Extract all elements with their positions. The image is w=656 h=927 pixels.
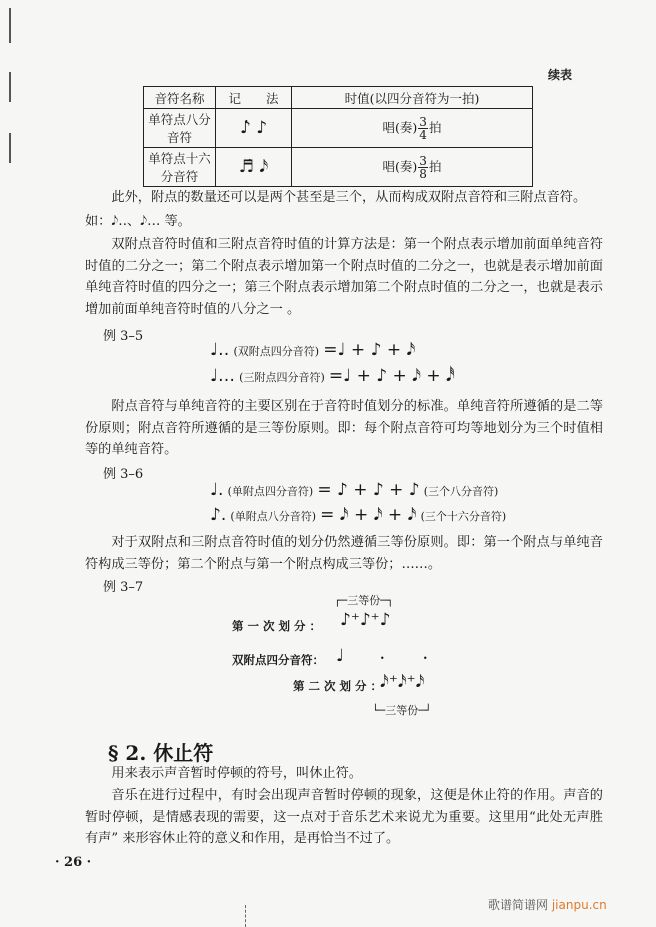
column-header: 音符名称 xyxy=(144,87,216,109)
bottom-bracket-three-parts: └─三等份─┘ xyxy=(372,704,432,717)
example-3-5-line-1 xyxy=(210,340,415,360)
fraction xyxy=(418,155,428,180)
example-3-6-line-1 xyxy=(210,480,498,500)
top-bracket-three-parts: ┌─三等份─┐ xyxy=(334,594,394,607)
fraction-numerator: 3 xyxy=(419,114,427,129)
value-prefix: 唱(奏) xyxy=(382,119,418,135)
scan-fold-mark xyxy=(245,905,247,927)
double-dotted-quarter-note-icon: ♩‥ xyxy=(210,340,230,360)
example-3-7-label: 例 3–7 xyxy=(103,580,144,595)
note-sum-expression: =♩ + ♪ + 𝅘𝅥𝅯 + 𝅘𝅥𝅰 xyxy=(328,366,455,386)
note-sum-expression: = ♪ + ♪ + ♪ xyxy=(317,480,420,500)
column-header: 记 法 xyxy=(216,87,292,109)
note-description: (双附点四分音符) xyxy=(233,345,320,358)
paragraph-multiple-dots: 此外，附点的数量还可以是两个甚至是三个，从而构成双附点音符和三附点音符。 xyxy=(111,190,587,205)
scan-margin-mark xyxy=(9,8,11,43)
note-value-table xyxy=(143,86,533,187)
watermark-cn: 歌谱简谱网 xyxy=(488,898,549,912)
dotted-eighth-note-icon: ♪. xyxy=(210,505,227,525)
note-annotation: (三个十六分音符) xyxy=(420,510,507,523)
paragraph-dots-example: 如：𝅘𝅥𝅮‥、𝅘𝅥𝅮… 等。 xyxy=(85,214,191,229)
notation-cell xyxy=(216,148,292,187)
first-division-notes: ♪⁺♪⁺♪ xyxy=(340,610,391,630)
scan-margin-mark xyxy=(9,133,11,163)
example-3-5-label: 例 3–5 xyxy=(103,329,144,344)
paragraph-multi-dot-division: 对于双附点和三附点音符时值的划分仍然遵循三等份原则。即：第一个附点与单纯音符构成三等份；第二个附点与第一个附点构成三等份；……。 xyxy=(85,535,603,572)
example-3-6-line-2 xyxy=(210,505,506,525)
fraction-numerator: 3 xyxy=(419,153,427,168)
fraction-denominator: 8 xyxy=(419,166,427,181)
fraction xyxy=(418,116,428,141)
column-header: 时值(以四分音符为一拍) xyxy=(292,87,533,109)
example-3-6-label: 例 3–6 xyxy=(103,467,144,482)
paragraph-calculation-method: 双附点音符时值和三附点音符时值的计算方法是：第一个附点表示增加前面单纯音符时值的二分之一；第二个附点表示增加第一个附点时值的二分之一，也就是表示增加前面单纯音符时值的四分之一；第三个附点表示增加第二个附点时值的二分之一，也就是表示增加前面单纯音符时值的八分之一 。 xyxy=(85,237,603,317)
base-note-label: 双附点四分音符： xyxy=(232,653,324,667)
value-cell xyxy=(292,109,533,148)
watermark-en: jianpu.cn xyxy=(551,898,607,912)
note-description: (三附点四分音符) xyxy=(239,371,325,384)
paragraph-rest-purpose: 音乐在进行过程中，有时会出现声音暂时停顿的现象，这便是休止符的作用。声音的暂时停顿，是情感表现的需要，这一点对于音乐艺术来说尤为重要。这里用“此处无声胜有声” 来形容休止符的意义和作用，是再恰当不过了。 xyxy=(85,788,603,846)
watermark xyxy=(488,896,607,913)
note-annotation: (三个八分音符) xyxy=(423,485,499,498)
base-dot-2: . xyxy=(423,648,428,663)
table-row xyxy=(144,109,533,148)
note-sum-expression: = 𝅘𝅥𝅯 + 𝅘𝅥𝅯 + 𝅘𝅥𝅯 xyxy=(320,505,417,525)
fraction-denominator: 4 xyxy=(419,127,427,142)
dotted-eighth-note-icon: ♪̇ ♪ xyxy=(239,118,268,138)
base-dot-1: . xyxy=(380,648,385,663)
value-cell xyxy=(292,148,533,187)
page-number: · 26 · xyxy=(55,855,92,870)
paragraph-division-standard: 附点音符与单纯音符的主要区别在于音符时值划分的标准。单纯音符所遵循的是二等份原则；附点音符所遵循的是三等份原则。即：每个附点音符可均等地划分为三个时值相等的单纯音符。 xyxy=(85,399,603,457)
example-3-5-line-2 xyxy=(210,366,455,386)
table-header-row xyxy=(144,87,533,109)
value-suffix: 拍 xyxy=(428,158,442,174)
base-quarter-note-icon: ♩ xyxy=(336,646,345,666)
note-description: (单附点四分音符) xyxy=(227,485,314,498)
value-prefix: 唱(奏) xyxy=(382,158,418,174)
table-row xyxy=(144,148,533,187)
value-suffix: 拍 xyxy=(428,119,442,135)
dotted-sixteenth-note-icon: ♬̇ 𝅘𝅥𝅯 xyxy=(238,157,269,177)
continued-table-label: 续表 xyxy=(548,68,573,82)
note-name-cell: 单符点十六分音符 xyxy=(144,148,216,187)
paragraph-rest-definition: 用来表示声音暂时停顿的符号，叫休止符。 xyxy=(111,766,362,781)
second-division-notes: 𝅘𝅥𝅯⁺𝅘𝅥𝅯⁺𝅘𝅥𝅯 xyxy=(380,672,425,692)
note-sum-expression: =♩ + ♪ + 𝅘𝅥𝅯 xyxy=(323,340,416,360)
notation-cell xyxy=(216,109,292,148)
dotted-quarter-note-icon: ♩. xyxy=(210,480,224,500)
triple-dotted-quarter-note-icon: ♩… xyxy=(210,366,236,386)
first-division-label: 第一次划分： xyxy=(232,619,325,633)
note-name-cell: 单符点八分音符 xyxy=(144,109,216,148)
section-title: § 2. 休止符 xyxy=(108,741,214,765)
second-division-label: 第二次划分： xyxy=(293,679,386,693)
note-description: (单附点八分音符) xyxy=(230,510,316,523)
scan-margin-mark xyxy=(9,72,11,102)
